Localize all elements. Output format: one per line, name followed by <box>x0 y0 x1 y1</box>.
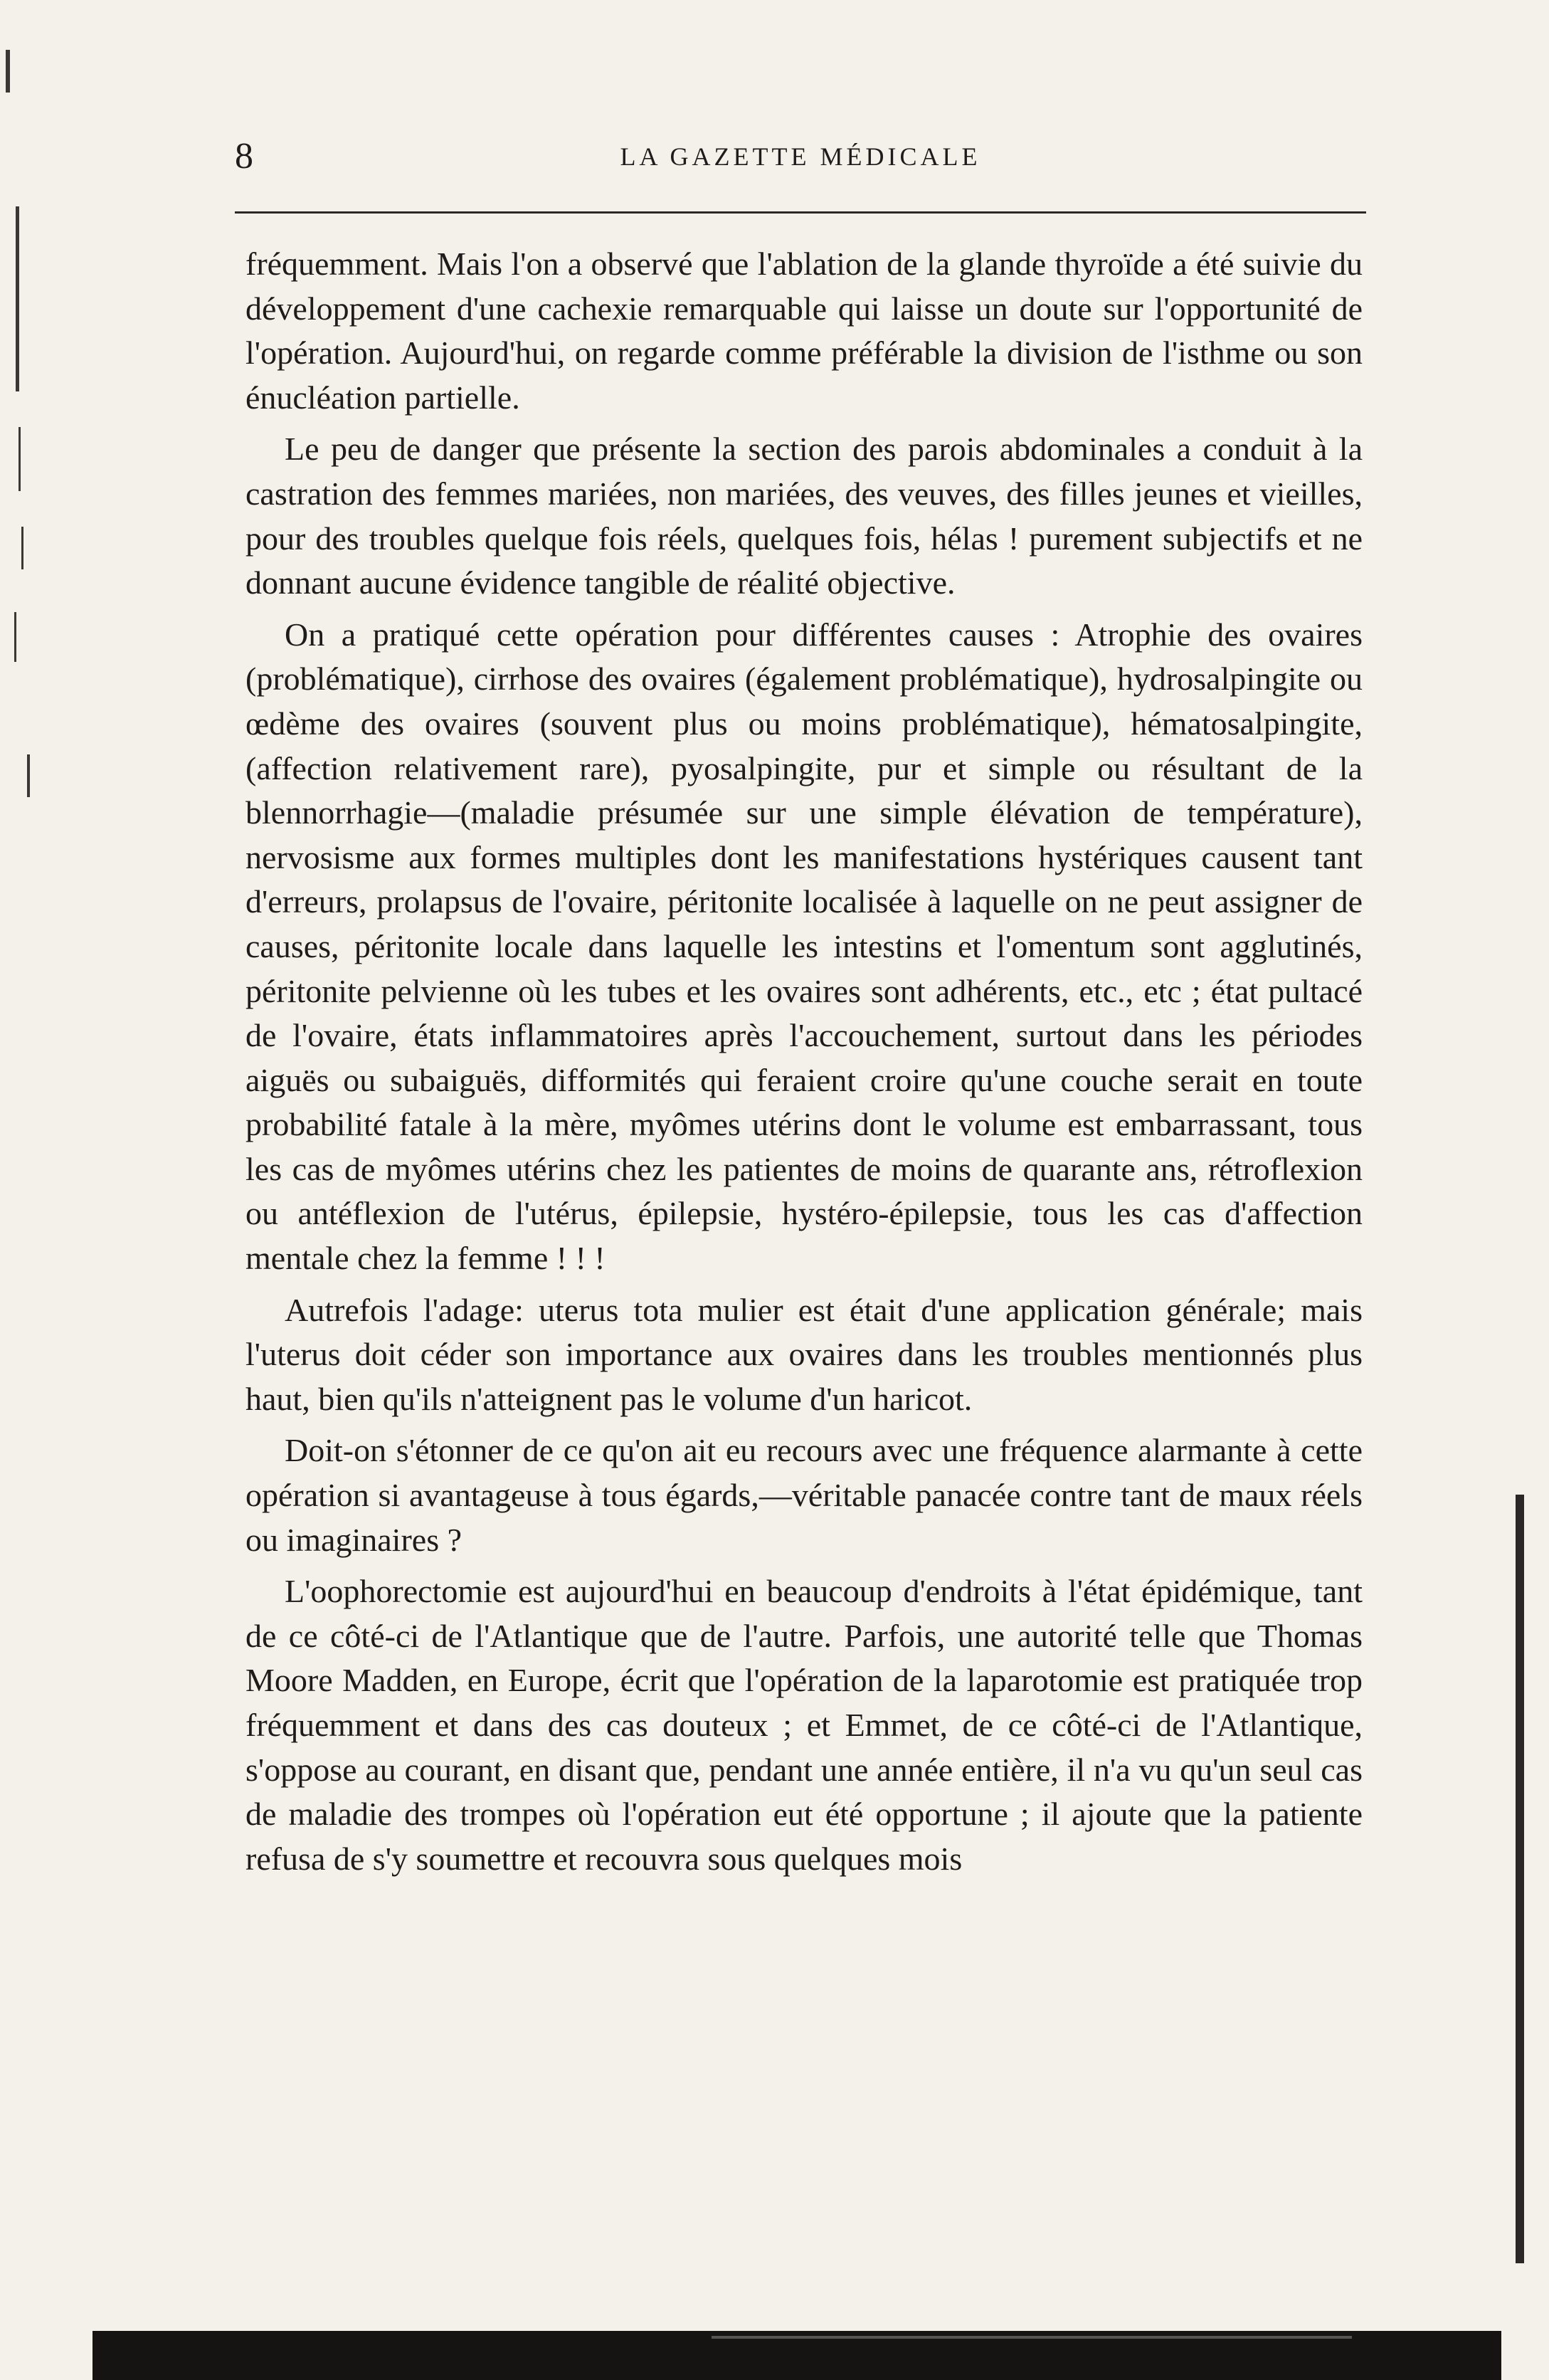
paragraph-5: Doit-on s'étonner de ce qu'on ait eu recours avec une fréquence alarmante à cette opération si avantageuse à tous égards,—véritable panacée contre tant de maux réels ou imaginaires ? <box>245 1432 1363 1558</box>
right-margin-scan-bar <box>1516 1495 1524 2263</box>
paragraph-1: fréquemment. Mais l'on a observé que l'ablation de la glande thyroïde a été suivie du développement d'une cachexie remarquable qui laisse un doute sur l'opportunité de l'opération. Aujourd'hui, on regarde comme préférable la division de l'isthme ou son énucléation partielle. <box>245 246 1363 416</box>
paragraph-2: Le peu de danger que présente la section des parois abdominales a conduit à la castration des femmes mariées, non mariées, des veuves, des filles jeunes et vieilles, pour des troubles quelque fois réels, quelques fois, hélas ! purement subjectifs et ne donnant aucune évidence tangible de réalité objective. <box>245 431 1363 601</box>
paragraph-3: On a pratiqué cette opération pour différentes causes : Atrophie des ovaires (problématique), cirrhose des ovaires (également problématique), hydrosalpingite ou œdème des ovaires (souvent plus ou moins problématique), hématosalpingite, (affection relativement rare), pyosalpingite, pur et simple ou résultant de la blennorrhagie—(maladie présumée sur une simple élévation de température), nervosisme aux formes multiples dont les manifestations hystériques causent tant d'erreurs, prolapsus de l'ovaire, péritonite localisée à laquelle on ne peut assigner de causes, péritonite locale dans laquelle les intestins et l'omentum sont agglutinés, péritonite pelvienne où les tubes et les ovaires sont adhérents, etc., etc ; état pultacé de l'ovaire, états inflammatoires après l'accouchement, surtout dans les périodes aiguës ou subaiguës, difformités qui feraient croire qu'une couche serait en toute probabilité fatale à la mère, myômes utérins dont le volume est embarrassant, tous les cas de myômes utérins chez les patientes de moins de quarante ans, rétroflexion ou antéflexion de l'utérus, épilepsie, hystéro-épilepsie, tous les cas d'affection mentale chez la femme ! ! ! <box>245 616 1363 1277</box>
page-number: 8 <box>235 136 253 177</box>
header-divider <box>235 211 1366 214</box>
running-title: LA GAZETTE MÉDICALE <box>620 142 981 171</box>
bottom-scan-line <box>712 2336 1352 2339</box>
left-margin-scan-marks <box>0 28 71 2164</box>
page-header <box>235 132 1366 181</box>
paragraph-6: L'oophorectomie est aujourd'hui en beaucoup d'endroits à l'état épidémique, tant de ce côté-ci de l'Atlantique que de l'autre. Parfois, une autorité telle que Thomas Moore Madden, en Europe, écrit que l'opération de la laparotomie est pratiquée trop fréquemment et dans des cas douteux ; et Emmet, de ce côté-ci de l'Atlantique, s'oppose au courant, en disant que, pendant une année entière, il n'a vu qu'un seul cas de maladie des trompes où l'opération eut été opportune ; il ajoute que la patiente refusa de s'y soumettre et recouvra sous quelques mois <box>245 1573 1363 1877</box>
paragraph-4: Autrefois l'adage: uterus tota mulier est était d'une application générale; mais l'uterus doit céder son importance aux ovaires dans les troubles mentionnés plus haut, bien qu'ils n'atteignent pas le volume d'un haricot. <box>245 1291 1363 1417</box>
article-body <box>245 242 1363 1888</box>
